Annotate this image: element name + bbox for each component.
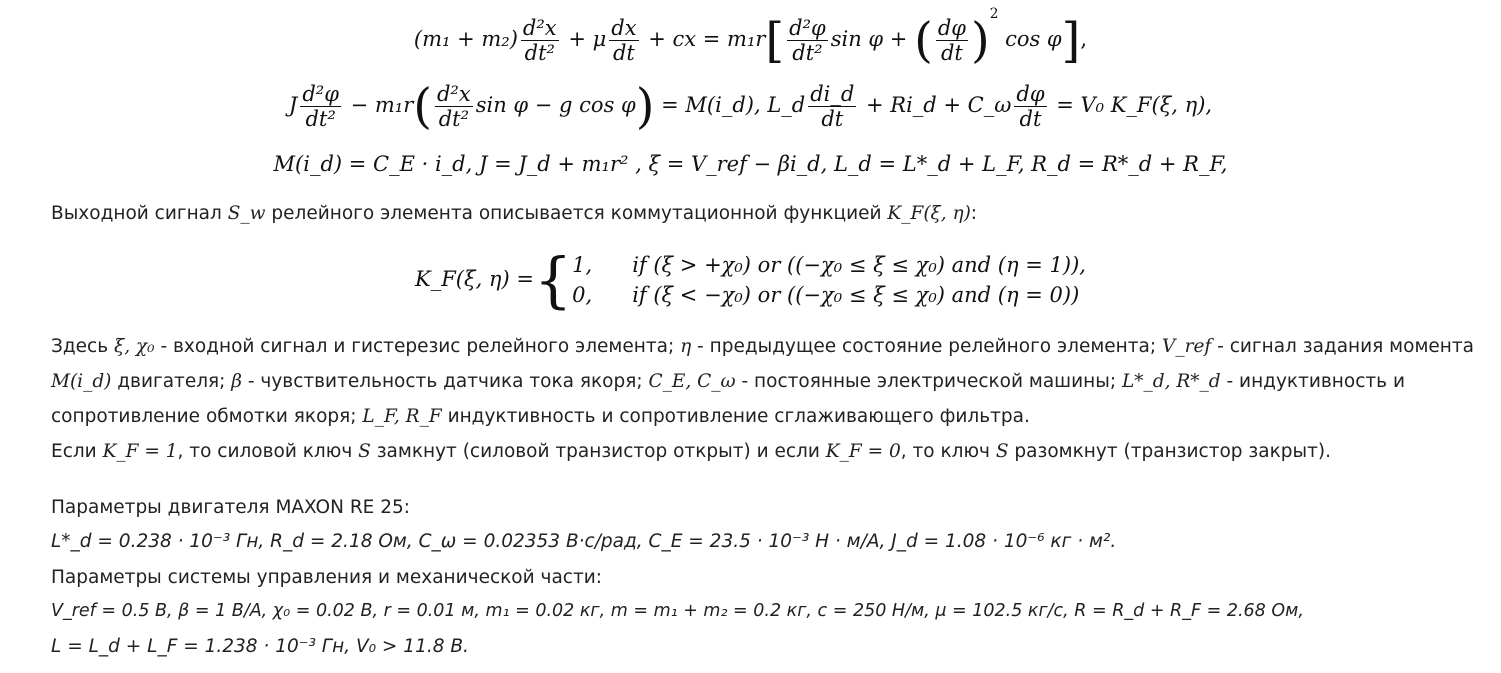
motor-params-values: L*_d = 0.238 · 10⁻³ Гн, R_d = 2.18 Ом, C_ω = 0.02353 В·с/рад, C_E = 23.5 · 10⁻³ Н · м/А, J_d = 1.08 · 10⁻⁶ кг · м². [51, 531, 1117, 552]
equation-motion-linear: (m₁ + m₂) $\frac{\text{d²x}}{\text{dt²}}$ + μ $\frac{dx}{dt}$ + cx = m₁r[ $\frac{\text{d²φ}}{\text{dt²}}$ sin φ + ( $\frac{d\varphi}{dt}$ )$^2$ cos φ], [413, 6, 1088, 69]
paragraph-legend-line2: M(i_d) двигателя; β - чувствительность датчика тока якоря; C_E, C_ω - постоянные электрической машины; L*_d, R*_d - индуктивность и [51, 371, 1405, 392]
paragraph-switch-state: Если K_F = 1, то силовой ключ S замкнут (силовой транзистор открыт) и если K_F = 0, то ключ S разомкнут (транзистор закрыт). [51, 441, 1331, 462]
system-params-values-line1: V_ref = 0.5 В, β = 1 В/А, χ₀ = 0.02 В, r = 0.01 м, m₁ = 0.02 кг, m = m₁ + m₂ = 0.2 кг, c = 250 Н/м, μ = 102.5 кг/с, R = R_d + R_F = 2.68 Ом, [51, 601, 1304, 621]
equation-switching-function: K_F(ξ, η) ={ 1, if (ξ > +χ₀) or ((−χ₀ ≤ ξ ≤ χ₀) and (η = 1)), 0, if (ξ < −χ₀) or ((−χ₀ ≤ ξ ≤ χ₀) and (η = 0)) [415, 245, 1086, 316]
system-params-heading: Параметры системы управления и механической части: [51, 567, 602, 588]
system-params-values-line2: L = L_d + L_F = 1.238 · 10⁻³ Гн, V₀ > 11.8 В. [51, 636, 469, 657]
paragraph-legend-line3: сопротивление обмотки якоря; L_F, R_F индуктивность и сопротивление сглаживающего фильтра. [51, 406, 1030, 427]
paragraph-output-signal: Выходной сигнал S_w релейного элемента описывается коммутационной функцией K_F(ξ, η): [51, 203, 978, 224]
equation-definitions: M(i_d) = C_E · i_d, J = J_d + m₁r² , ξ = V_ref − βi_d, L_d = L*_d + L_F, R_d = R*_d + R_F, [273, 152, 1228, 176]
paragraph-legend-line1: Здесь ξ, χ₀ - входной сигнал и гистерезис релейного элемента; η - предыдущее состояние релейного элемента; V_ref - сигнал задания момента [51, 336, 1475, 357]
equation-motion-angular: J $\frac{\text{d²φ}}{\text{dt²}}$ − m₁r( $\frac{\text{d²x}}{\text{dt²}}$ sin φ − g cos φ) = M(i_d), L_d $\frac{di\_d}{dt}$ + Ri_d + C_ω $\frac{d\varphi}{dt}$ = V₀ K_F(ξ, η), [288, 78, 1213, 135]
motor-params-heading: Параметры двигателя MAXON RE 25: [51, 497, 411, 518]
